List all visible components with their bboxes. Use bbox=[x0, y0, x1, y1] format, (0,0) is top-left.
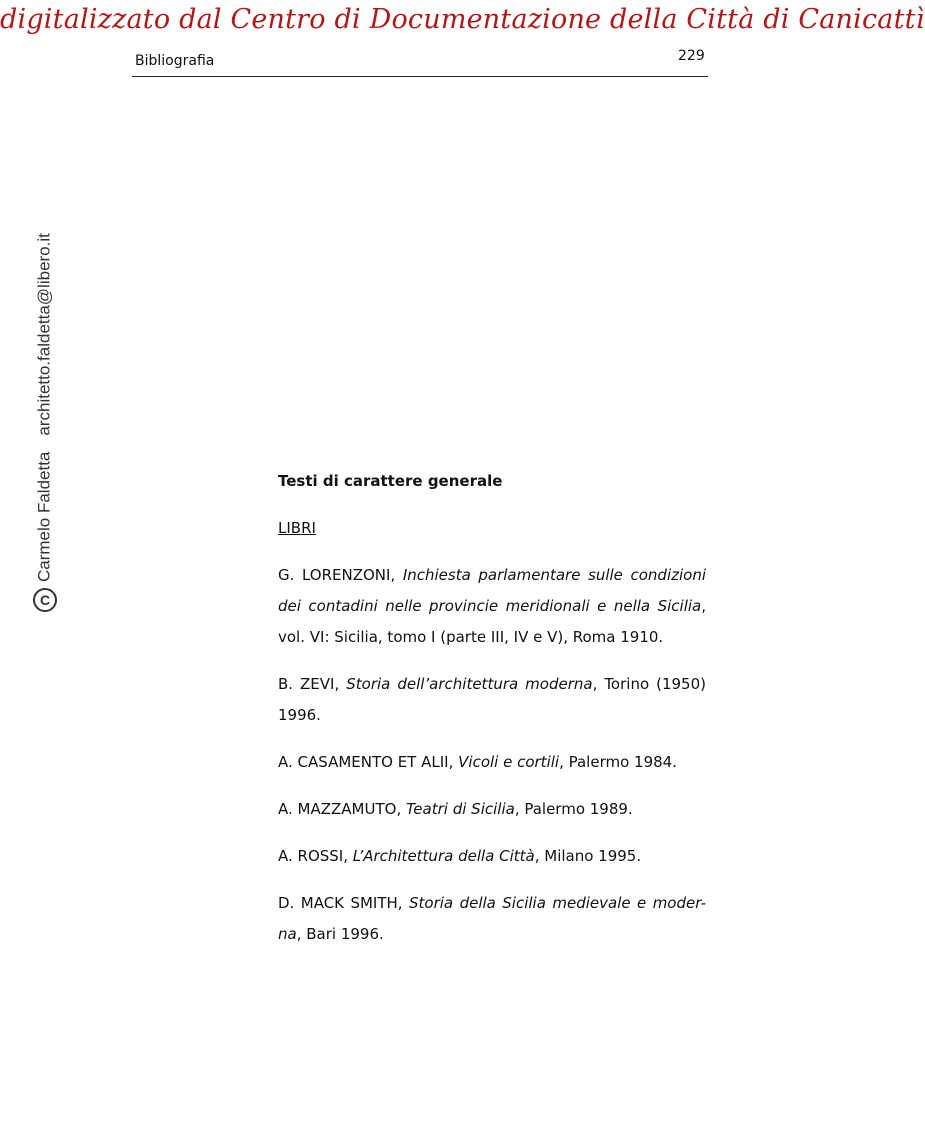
entry-details: , Torino (1950) 1996. bbox=[278, 675, 706, 724]
bibliography-entry bbox=[278, 747, 706, 778]
entry-author: B. ZEVI, bbox=[278, 675, 340, 693]
bibliography-entry bbox=[278, 560, 706, 653]
entry-author: A. ROSSI, bbox=[278, 847, 348, 865]
entry-details: , vol. VI: Sicilia, tomo I (parte III, IV e V), Roma 1910. bbox=[278, 597, 706, 646]
author-email: architetto.faldetta@libero.it bbox=[34, 233, 54, 436]
subsection-heading: LIBRI bbox=[278, 519, 316, 537]
entry-author: A. CASAMENTO ET ALII, bbox=[278, 753, 454, 771]
entry-details: , Bari 1996. bbox=[296, 925, 384, 943]
copyright-icon: C bbox=[33, 588, 57, 612]
section-title: Testi di carattere generale bbox=[278, 472, 503, 490]
entry-title: Inchiesta parlamentare sulle condizioni dei contadini nelle provincie meridionali e nella Sicilia bbox=[278, 566, 707, 615]
entry-title: Storia dell’architettura moderna bbox=[346, 675, 593, 693]
bibliography-entry bbox=[278, 794, 706, 825]
bibliography-entry bbox=[278, 669, 706, 731]
bibliography-entry bbox=[278, 841, 706, 872]
entry-details: , Palermo 1984. bbox=[559, 753, 677, 771]
entry-title: Vicoli e cortili bbox=[458, 753, 560, 771]
side-credit bbox=[33, 233, 57, 612]
entry-author: G. LORENZONI, bbox=[278, 566, 396, 584]
digitization-watermark: digitalizzato dal Centro di Documentazione della Città di Canicattì bbox=[0, 4, 925, 35]
entry-title: L’Architettura della Città bbox=[352, 847, 535, 865]
page-number: 229 bbox=[678, 48, 705, 64]
entry-details: , Milano 1995. bbox=[534, 847, 642, 865]
running-header-title: Bibliografia bbox=[135, 53, 215, 69]
author-name: Carmelo Faldetta bbox=[34, 451, 54, 582]
bibliography-content bbox=[278, 466, 706, 950]
bibliography-entry bbox=[278, 888, 706, 950]
entry-author: A. MAZZAMUTO, bbox=[278, 800, 402, 818]
entry-author: D. MACK SMITH, bbox=[278, 894, 403, 912]
entry-title: Storia della Sicilia medievale e moder-na bbox=[278, 894, 706, 943]
entry-title: Teatri di Sicilia bbox=[406, 800, 515, 818]
header-rule bbox=[132, 76, 708, 77]
entry-details: , Palermo 1989. bbox=[514, 800, 633, 818]
